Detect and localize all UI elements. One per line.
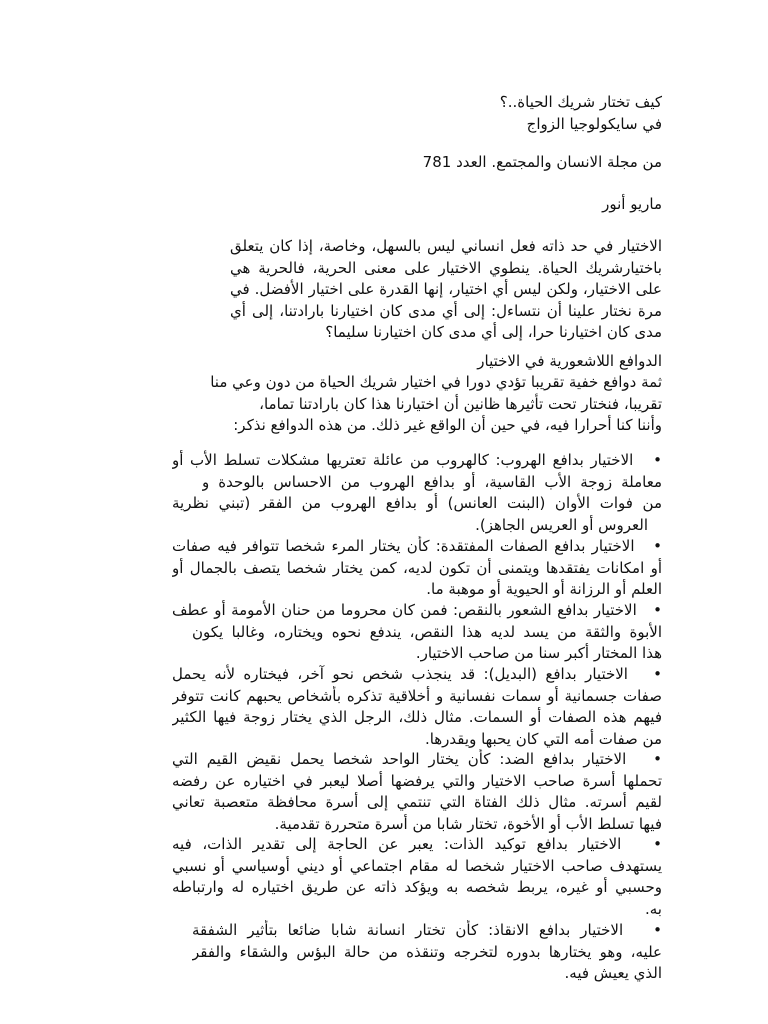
section-heading: [242, 351, 662, 373]
paragraph-line: ثمة دوافع خفية تقريبا تؤدي دورا في اختيار شريك الحياة من دون وعي منا: [210, 373, 662, 391]
paragraph-line: تقريبا، فنختار تحت تأثيرها ظانين أن اختيارنا هذا كان بارادتنا تماما،: [259, 394, 662, 413]
list-item-line: • الاختيار بدافع الصفات المفتقدة: كأن يختار المرء شخصا تتوافر فيه صفات: [172, 537, 662, 555]
list-item: [172, 450, 662, 536]
paragraph-line: باختيارشريك الحياة. ينطوي الاختيار على معنى الحرية، فالحرية هي: [230, 258, 662, 277]
heading-text: الدوافع اللاشعورية في الاختيار: [477, 352, 662, 370]
list-item-line: فيها تسلط الأب أو الأخوة، تختار شابا من أسرة متحررة تقدمية.: [274, 814, 662, 833]
paragraph-line: على الاختيار، ولكن ليس أي اختيار، إنها القدرة على اختيار الأفضل. في: [230, 280, 662, 298]
list-item: [172, 536, 662, 601]
list-item: [172, 664, 662, 750]
list-item-line: • الاختيار بدافع الهروب: كالهروب من عائلة تعتريها مشكلات تسلط الأب أو: [172, 451, 662, 469]
list-item-line: • الاختيار بدافع (البديل): قد ينجذب شخص نحو آخر، فيختاره لأنه يحمل: [172, 665, 662, 683]
list-item-line: فيهم هذه الصفات أو السمات. مثال ذلك، الرجل الذي يختار زوجة فيها الكثير: [172, 708, 662, 726]
list-item-line: به.: [645, 899, 662, 918]
list-item-line: العروس أو العريس الجاهز).: [475, 515, 648, 534]
author-line: [362, 194, 662, 216]
list-item: [172, 834, 662, 920]
list-item-line: • الاختيار بدافع توكيد الذات: يعبر عن الحاجة إلى تقدير الذات، فيه: [172, 835, 662, 853]
paragraph-line: وأننا كنا أحرارا فيه، في حين أن الواقع غير ذلك. من هذه الدوافع نذكر:: [233, 416, 662, 434]
list-item: [172, 749, 662, 835]
list-item-line: من صفات أمه التي كان يحبها ويقدرها.: [424, 729, 662, 748]
list-item-line: وحسبي أو غيره، يربط شخصه به ويؤكد ذاته عن طريق اختياره له وارتباطه: [172, 878, 662, 896]
bullet-icon: •: [653, 750, 662, 768]
source-line: [262, 152, 662, 174]
paragraph-line: مرة نختار علينا أن نتساءل: إلى أي مدى كان اختيارنا بارادتنا، إلى أي: [230, 301, 662, 320]
bullet-icon: •: [653, 601, 662, 619]
list-item-line: الأبوة والثقة من يسد لديه هذا النقص، يندفع نحوه ويختاره، وغالبا يكون: [192, 622, 662, 641]
list-item-line: • الاختيار بدافع الشعور بالنقص: فمن كان محروما من حنان الأمومة أو عطف: [172, 601, 662, 619]
paragraph-line: مدى كان اختيارنا حرا، إلى أي مدى كان اختيارنا سليما؟: [325, 323, 662, 341]
list-item-line: العلم أو الرزانة أو الحيوية أو موهبة ما.: [426, 580, 662, 598]
list-item-line: • الاختيار بدافع الضد: كأن يختار الواحد شخصا يحمل نقيض القيم التي: [172, 750, 662, 768]
list-item-line: لقيم أسرته. مثال ذلك الفتاة التي تنتمي إلى أسرة محافظة متعصبة تعاني: [172, 793, 662, 811]
paragraph-line: الاختيار في حد ذاته فعل انساني ليس بالسهل، وخاصة، إذا كان يتعلق: [230, 237, 662, 255]
list-item-line: • الاختيار بدافع الانقاذ: كأن تختار انسانة شابا ضائعا بتأثير الشفقة: [192, 921, 662, 939]
list-item-line: الذي يعيش فيه.: [564, 964, 662, 982]
list-item-line: تحملها أسرة صاحب الاختيار والتي يرفضها أصلا ليعبر في اختياره عن رفضه: [172, 771, 662, 790]
author-name: ماريو أنور: [602, 195, 662, 213]
subtitle-line: في سايكولوجيا الزواج: [526, 114, 662, 133]
intro-paragraph: [230, 236, 662, 344]
bullet-icon: •: [653, 921, 662, 939]
list-item: [192, 920, 662, 985]
list-item: [172, 600, 662, 665]
list-item-line: من فوات الأوان (البنت العانس) أو بدافع الهروب من الفقر (تبني نظرية: [172, 494, 662, 512]
list-item-line: هذا المختار أكبر سنا من صاحب الاختيار.: [415, 644, 662, 662]
list-item-line: أو امكانات يفتقدها ويتمنى أن تكون لديه، كمن يختار شخصا يتصف بالجمال أو: [172, 558, 662, 577]
list-item-line: صفات جسمانية أو سمات نفسانية و أخلاقية تذكره بأشخاص يحبهم كانت تتوفر: [172, 686, 662, 705]
section-intro: [210, 372, 662, 437]
source-text: من مجلة الانسان والمجتمع. العدد 781: [422, 153, 662, 171]
list-item-line: معاملة زوجة الأب القاسية، أو بدافع الهروب من الاحساس بالوحدة و: [202, 472, 662, 491]
bullet-icon: •: [653, 665, 662, 683]
bullet-icon: •: [653, 451, 662, 469]
title-line: كيف تختار شريك الحياة..؟: [499, 93, 662, 111]
list-item-line: عليه، وهو يختارها بدوره لتخرجه وتنقذه من حالة البؤس والشقاء والفقر: [192, 942, 662, 961]
list-item-line: يستهدف صاحب الاختيار شخصا له مقام اجتماعي أو ديني أوسياسي أو نسبي: [172, 856, 662, 875]
document-title: [262, 92, 662, 135]
bullet-icon: •: [653, 537, 662, 555]
bullet-icon: •: [653, 835, 662, 853]
